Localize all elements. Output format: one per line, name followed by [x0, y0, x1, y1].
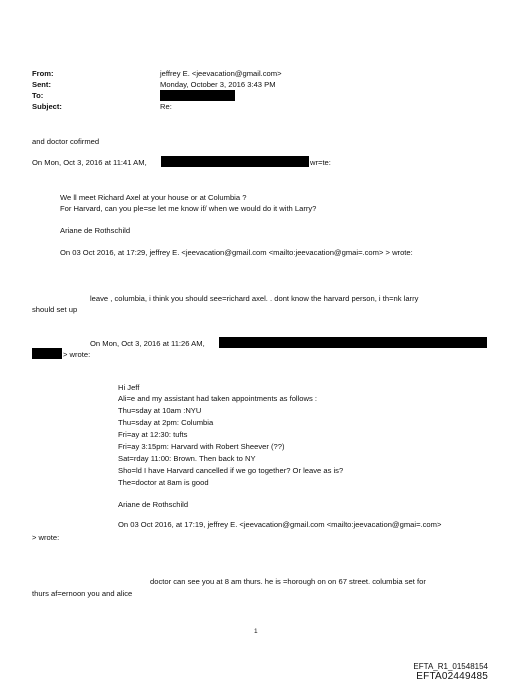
signature-1: Ariane de Rothschild [60, 226, 131, 235]
signature-2: Ariane de Rothschild [118, 500, 189, 509]
doctor-line-1: doctor can see you at 8 am thurs. he is =horough on on 67 street. columbia set for [150, 577, 426, 586]
leave-line-2: should set up [32, 305, 78, 314]
to-redaction [160, 90, 235, 101]
question-line-2: For Harvard, can you ple=se let me know if/ when we would do it with Larry? [60, 204, 317, 213]
subject-label: Subject: [32, 102, 62, 111]
reply1-redaction [161, 156, 309, 167]
schedule-line: Thu=sday at 2pm: Columbia [118, 418, 214, 427]
subject-value: Re: [160, 102, 172, 111]
reply2-suffix: > wrote: [63, 350, 91, 359]
schedule-line: Fri=ay at 12:30: tufts [118, 430, 188, 439]
from-value: jeffrey E. <jeevacation@gmail.com> [160, 69, 282, 78]
reply2-redaction-b [32, 348, 62, 359]
to-label: To: [32, 91, 44, 100]
schedule-line: Sho=ld I have Harvard cancelled if we go together? Or leave as is? [118, 466, 344, 475]
quote-line-2: On 03 Oct 2016, at 17:19, jeffrey E. <jeevacation@gmail.com <mailto:jeevacation@gmai=.com> [118, 520, 442, 529]
footer-ref-2: EFTA02449485 [416, 671, 488, 682]
schedule-line: Fri=ay 3:15pm: Harvard with Robert Sheever (??) [118, 442, 285, 451]
schedule-line: Sat=rday 11:00: Brown. Then back to NY [118, 454, 256, 463]
quote-line-1: On 03 Oct 2016, at 17:29, jeffrey E. <jeevacation@gmail.com <mailto:jeevacation@gmai=.com> > wrote: [60, 248, 413, 257]
doctor-line-2: thurs af=ernoon you and alice [32, 589, 133, 598]
schedule-line: Ali=e and my assistant had taken appointments as follows : [118, 394, 318, 403]
schedule-line: The=doctor at 8am is good [118, 478, 209, 487]
sent-value: Monday, October 3, 2016 3:43 PM [160, 80, 276, 89]
reply1-prefix: On Mon, Oct 3, 2016 at 11:41 AM, [32, 158, 147, 167]
footer-ref-1: EFTA_R1_01548154 [413, 662, 488, 671]
confirmed-line: and doctor cofirmed [32, 137, 100, 146]
reply2-redaction-a [219, 337, 487, 348]
page-number: 1 [254, 628, 258, 635]
schedule-line: Hi Jeff [118, 383, 140, 392]
schedule-line: Thu=sday at 10am :NYU [118, 406, 202, 415]
reply1-suffix: wr=te: [310, 158, 331, 167]
reply2-prefix: On Mon, Oct 3, 2016 at 11:26 AM, [90, 339, 205, 348]
leave-line-1: leave , columbia, i think you should see=richard axel. . dont know the harvard person, i th=nk larry [90, 294, 419, 303]
sent-label: Sent: [32, 80, 51, 89]
wrote-line: > wrote: [32, 533, 60, 542]
from-label: From: [32, 69, 54, 78]
question-line-1: We ll meet Richard Axel at your house or at Columbia ? [60, 193, 247, 202]
